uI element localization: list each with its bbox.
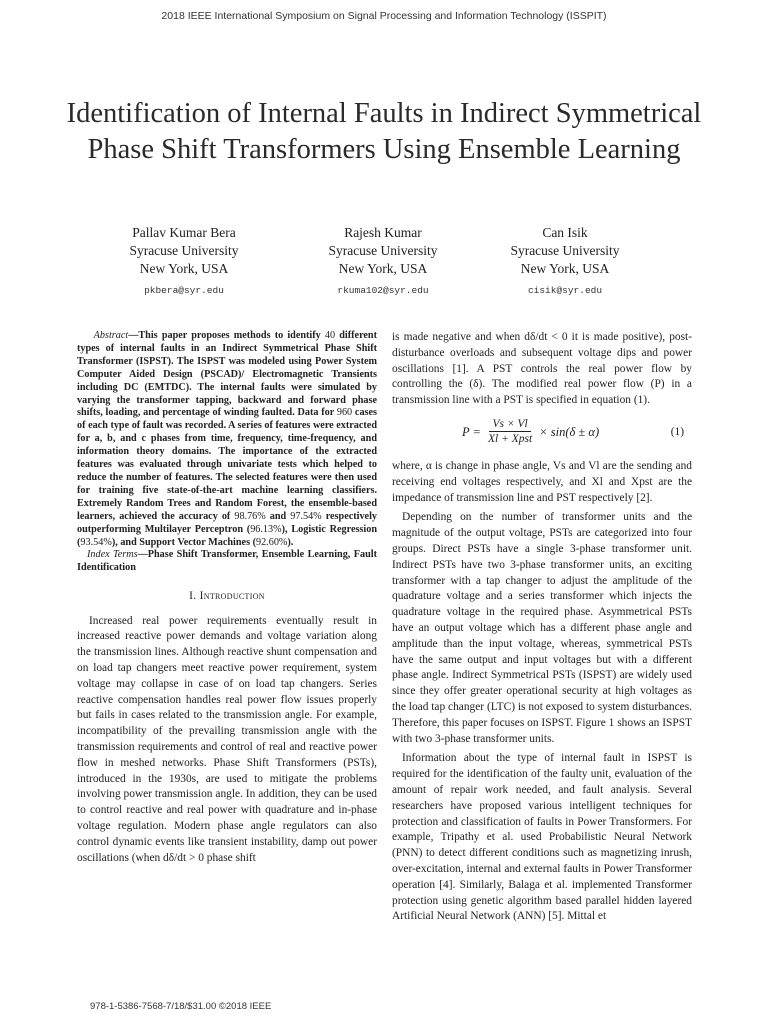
- author-email[interactable]: pkbera@syr.edu: [144, 285, 224, 296]
- copyright-footer: 978-1-5386-7568-7/18/$31.00 ©2018 IEEE: [90, 1001, 272, 1012]
- author-email[interactable]: rkuma102@syr.edu: [337, 285, 429, 296]
- left-column: [77, 330, 377, 866]
- equation-number: (1): [670, 425, 684, 438]
- conference-header: 2018 IEEE International Symposium on Signal Processing and Information Technology (ISSPIT): [161, 10, 607, 22]
- section-title: Introduction: [199, 590, 265, 603]
- paper-title: Identification of Internal Faults in Indirect Symmetrical Phase Shift Transformers Using Ensemble Learning: [66, 98, 702, 165]
- abstract: [77, 330, 377, 549]
- abstract-lead: Abstract: [93, 330, 129, 341]
- abstract-number: 97.54%: [290, 510, 322, 522]
- index-terms-lead: Index Terms: [87, 549, 138, 561]
- abstract-number: 40: [324, 330, 336, 341]
- abstract-text: cases of each type of fault was recorded. A series of features were extracted for a, b, and c phases from time, frequency, time-frequency, and information theory domains. The importance of the extracted features was evaluated through univariate tests which helped to reduce the number of features. The selected features were then used for training five state-of-the-art machine learning classifiers. Extremely Random Trees and Random Forest, the ensemble-based learners, achieved the accuracy of: [77, 407, 377, 522]
- paragraph-pst-groups: Depending on the number of transformer units and the magnitude of the output voltage, PSTs are categorized into four groups. Direct PSTs have a single 3-phase transformer unit. Indirect PSTs have two 3-phase transformer units, an exciting transformer with a tap changer to adjust the amplitude of the quadrature voltage and a series transformer which injects the quadrature voltage in the required phase. Asymmetrical PSTs have an output voltage which has a different phase angle and amplitude than the input voltage, whereas, symmetrical PSTs have the same output and input voltages but with a different phase angle. Indirect Symmetrical PSTs (ISPST) are widely used since they offer greater operational security at high voltages as the load tap changer (LTC) is not exposed to system disturbances. Therefore, this paper focuses on ISPST. Figure 1 shows an ISPST with two 3-phase transformer units.: [392, 511, 692, 745]
- equation-fraction: [485, 417, 535, 447]
- equation-rhs: × sin(δ ± α): [539, 424, 600, 439]
- author-name: Can Isik: [542, 225, 588, 240]
- author-affiliation: Syracuse University: [510, 243, 620, 258]
- equation-denominator: Xl + Xpst: [487, 433, 533, 446]
- equation-lhs: P =: [462, 424, 481, 439]
- author-3: [465, 224, 665, 300]
- index-terms: [77, 549, 377, 575]
- paragraph-continued: is made negative and when dδ/dt < 0 it is made positive), post-disturbance overloads and subsequent voltage dips and power oscillations [1]. A PST controls the real power flow by controlling the (δ). The modified real power flow (P) in a transmission line with a PST is specified in equation (1).: [392, 331, 692, 407]
- abstract-number: 92.60%: [255, 536, 288, 548]
- equation-1: [392, 413, 692, 453]
- author-affiliation: Syracuse University: [129, 243, 239, 258]
- abstract-number: 93.54%: [80, 536, 112, 548]
- equation-body: [462, 417, 599, 447]
- paragraph-where: where, α is change in phase angle, Vs and Vl are the sending and receiving end voltages respectively, and Xl and Xpst are the impedance of transmission line and PST respectively [2].: [392, 459, 692, 504]
- author-name: Pallav Kumar Bera: [132, 225, 236, 240]
- section-heading: [77, 589, 377, 603]
- author-location: New York, USA: [338, 261, 428, 276]
- author-affiliation: Syracuse University: [328, 243, 438, 258]
- author-name: Rajesh Kumar: [344, 225, 422, 240]
- author-location: New York, USA: [139, 261, 229, 276]
- right-column: [392, 330, 692, 925]
- author-email[interactable]: cisik@syr.edu: [527, 285, 603, 296]
- abstract-text: ), and Support Vector Machines (: [111, 536, 256, 548]
- equation-numerator: Vs × Vl: [489, 417, 530, 432]
- abstract-text: ), Logistic Regression (: [77, 523, 377, 548]
- abstract-text: This paper proposes methods to identify: [138, 330, 325, 341]
- abstract-text: and: [265, 510, 291, 522]
- index-terms-text: —Phase Shift Transformer, Ensemble Learning, Fault Identification: [77, 549, 377, 574]
- section-number: I.: [189, 590, 197, 603]
- author-2: [283, 224, 483, 300]
- abstract-text: respectively outperforming Multilayer Perceptron (: [77, 510, 377, 535]
- abstract-number: 98.76%: [234, 510, 266, 522]
- author-location: New York, USA: [520, 261, 610, 276]
- abstract-dash: —: [128, 330, 139, 341]
- abstract-number: 960: [336, 407, 353, 419]
- abstract-text: different types of internal faults in an Indirect Symmetrical Phase Shift Transformer (ISPST). The ISPST was modeled using Power System Computer Aided Design (PSCAD)/ Electromagnetic Transients including DC (EMTDC). The internal faults were simulated by varying the transformer tapping, backward and forward phase shifts, loading, and percentage of winding faulted. Data for: [77, 330, 377, 419]
- author-1: [84, 224, 284, 300]
- abstract-number: 96.13%: [250, 523, 282, 535]
- paragraph-faults: Information about the type of internal fault in ISPST is required for the identification of the faulty unit, evaluation of the amount of repair work needed, and fault analysis. Several researchers have proposed various intelligent techniques for protection and classification of faults in Power Transformers. For example, Tripathy et al. used Probabilistic Neural Network (PNN) to detect different conditions such as magnetizing inrush, over-excitation, internal and external faults in Power Transformer operation [4]. Similarly, Balaga et al. implemented Transformer protection using genetic algorithm based parallel hidden layered Artificial Neural Network (ANN) [5]. Mittal et: [392, 752, 692, 923]
- intro-paragraph: Increased real power requirements eventually result in increased reactive power demands and voltage variation along the transmission lines. Although reactive shunt compensation and on load tap changers meet reactive power requirement, system voltage may collapse in case of on load tap changers. Series reactive compensation handles real power flow issues properly but fails in cases related to the transmission angle. For example, incompatibility of the prevailing transmission angle with the transmission requirements and control of real and reactive power flow in meshed networks. Phase Shift Transformers (PSTs), introduced in the 1930s, are used to mitigate the problems involving power transmission angle. In addition, they can be used to control reactive and real power with quadrature and in-phase voltage regulation. Modern phase angle regulators can also control dynamic events like transient instability, damp out power oscillations (when dδ/dt > 0 phase shift: [77, 614, 377, 864]
- abstract-text: ).: [287, 536, 294, 548]
